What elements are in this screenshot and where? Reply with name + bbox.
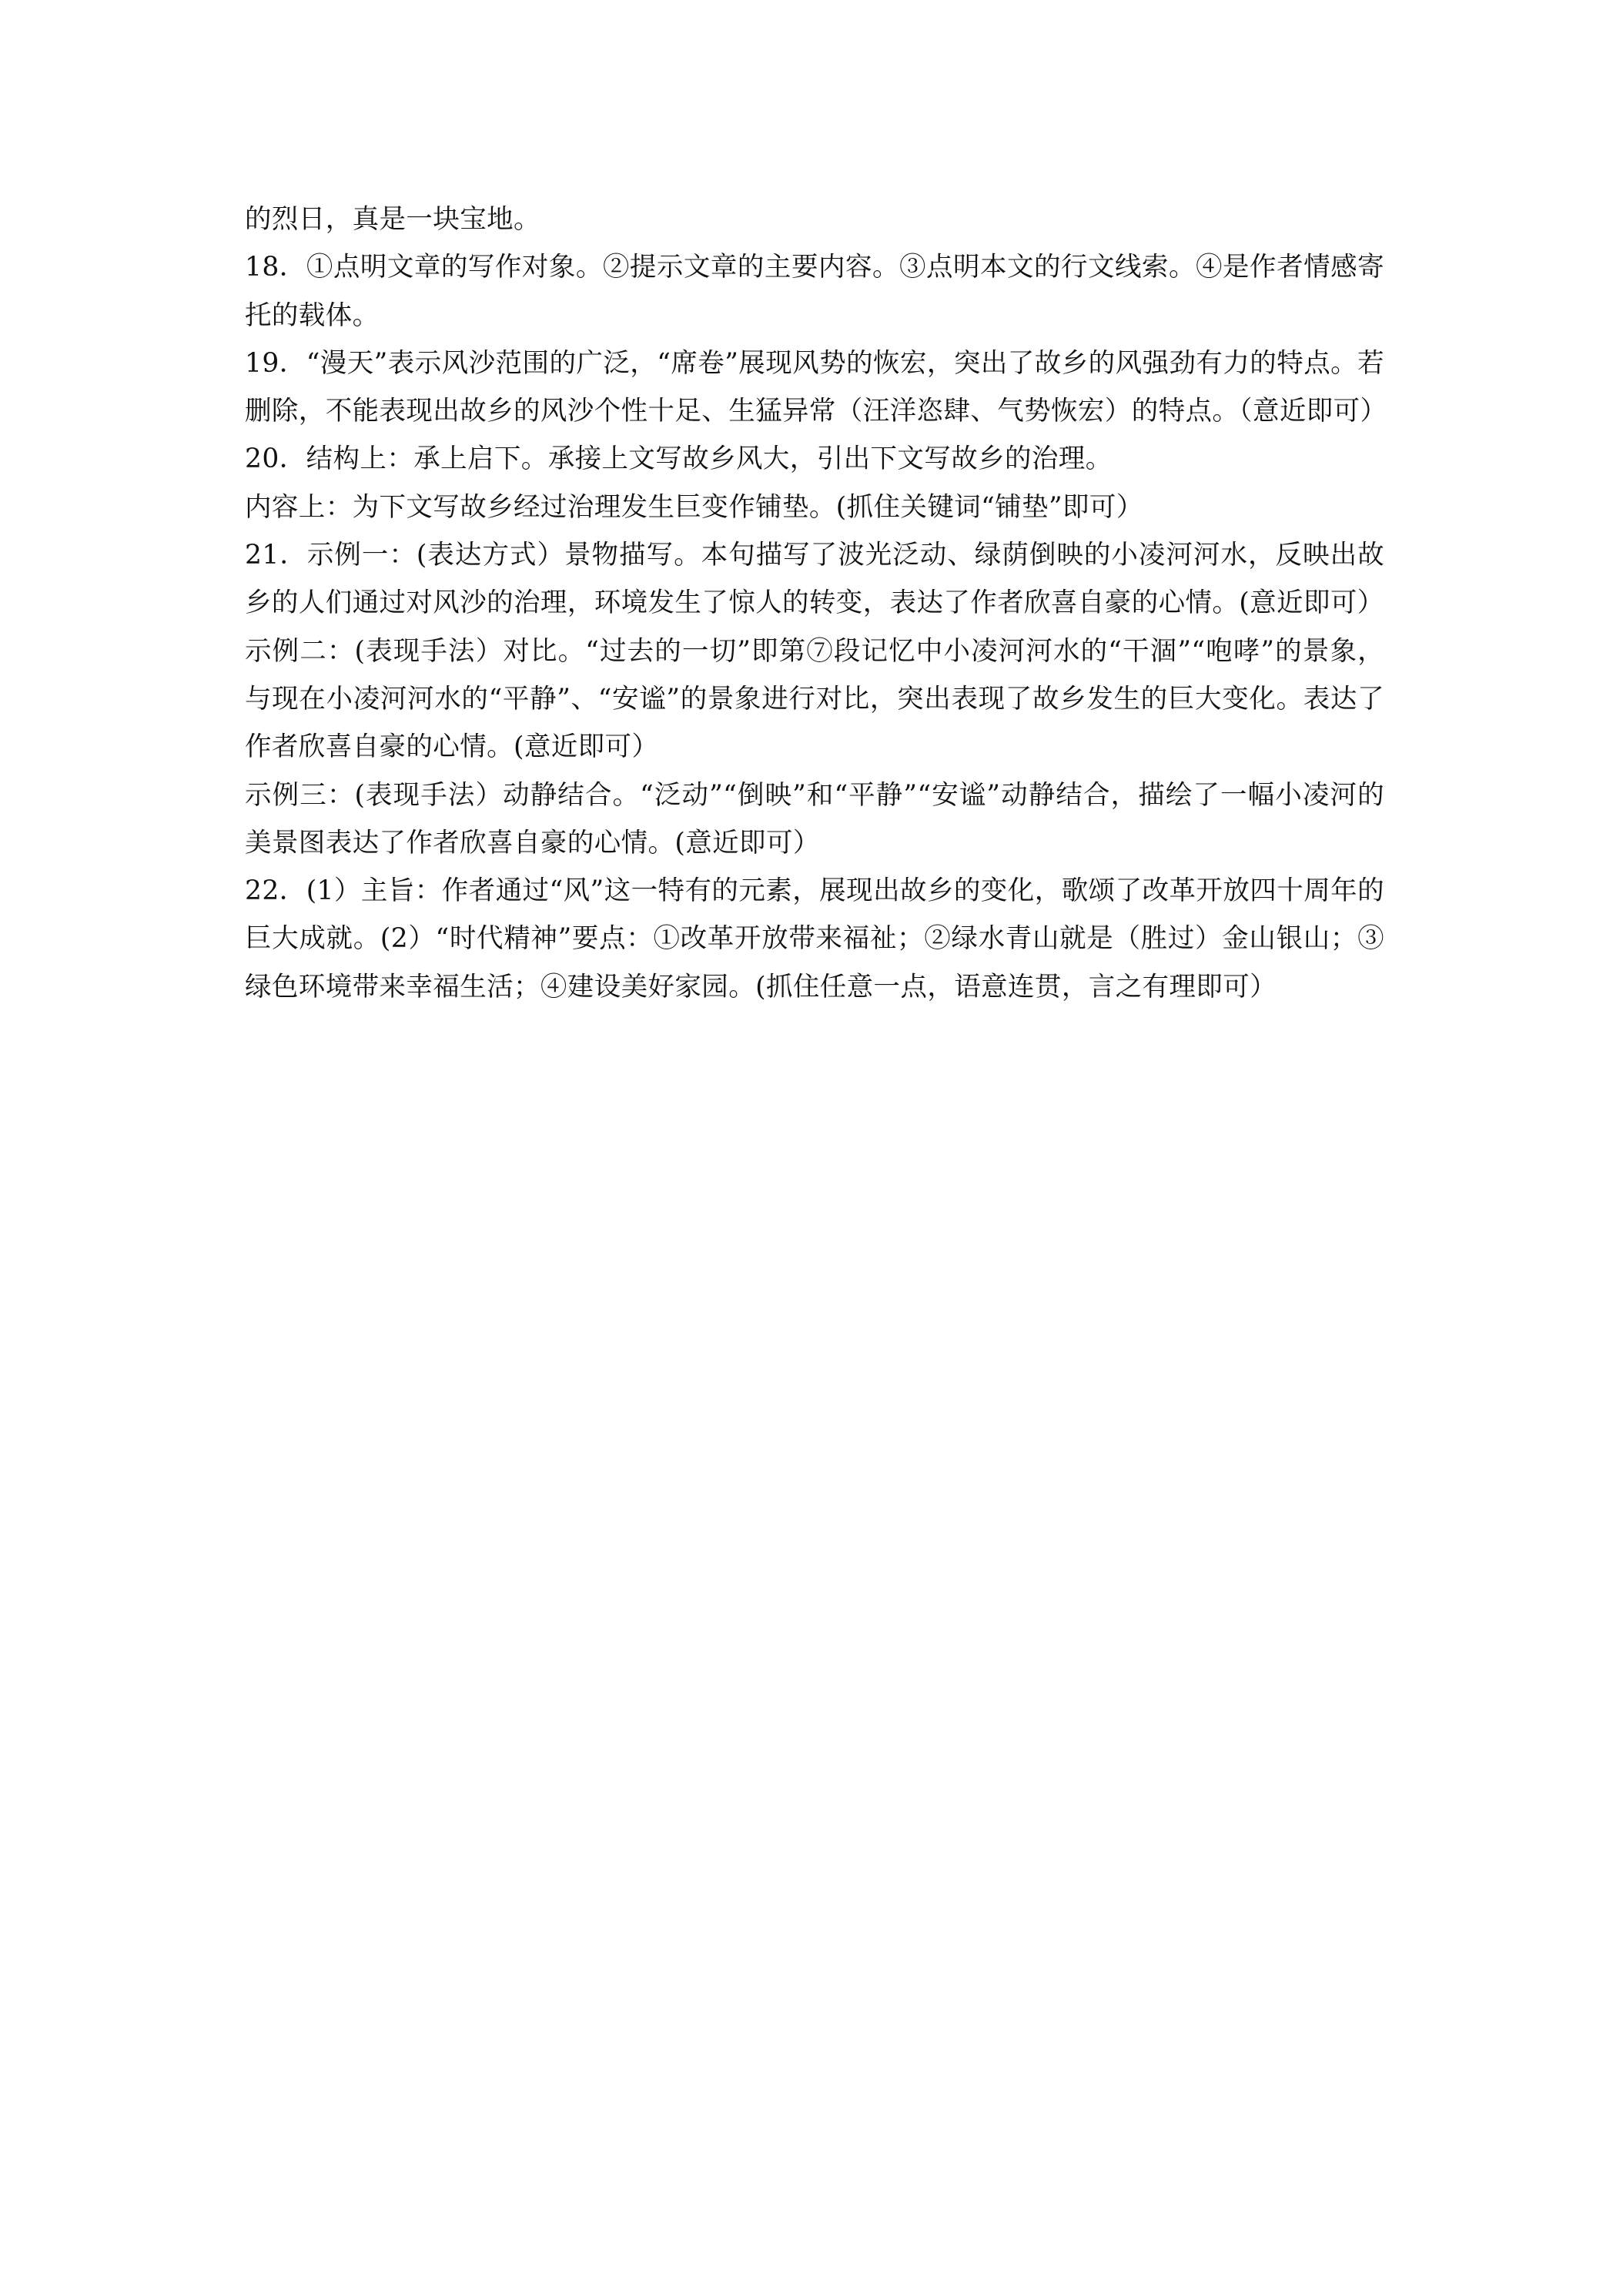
paragraph-continued-17: 的烈日，真是一块宝地。 xyxy=(245,204,540,235)
answer-text-body xyxy=(245,196,1387,1011)
answer-19: 19．“漫天”表示风沙范围的广泛，“席卷”展现风势的恢宏，突出了故乡的风强劲有力的特点。若删除，不能表现出故乡的风沙个性十足、生猛异常（汪洋恣肆、气势恢宏）的特点。（意近即可） xyxy=(245,347,1387,427)
answer-21-example-3: 示例三：(表现手法）动静结合。“泛动”“倒映”和“平静”“安谧”动静结合，描绘了一幅小凌河的美景图表达了作者欣喜自豪的心情。(意近即可） xyxy=(245,779,1384,858)
answer-22: 22．(1）主旨：作者通过“风”这一特有的元素，展现出故乡的变化，歌颂了改革开放四十周年的巨大成就。(2）“时代精神”要点：①改革开放带来福祉；②绿水青山就是（胜过）金山银山；③绿色环境带来幸福生活；④建设美好家园。(抓住任意一点，语意连贯，言之有理即可） xyxy=(245,875,1384,1002)
answer-20-content: 内容上：为下文写故乡经过治理发生巨变作铺垫。(抓住关键词“铺垫”即可） xyxy=(245,491,1143,523)
answer-18: 18．①点明文章的写作对象。②提示文章的主要内容。③点明本文的行文线索。④是作者情感寄托的载体。 xyxy=(245,252,1384,331)
answer-21-example-1: 21．示例一：(表达方式）景物描写。本句描写了波光泛动、绿荫倒映的小凌河河水，反映出故乡的人们通过对风沙的治理，环境发生了惊人的转变，表达了作者欣喜自豪的心情。(意近即可） xyxy=(245,540,1384,619)
answer-21-example-2: 示例二：(表现手法）对比。“过去的一切”即第⑦段记忆中小凌河河水的“干涸”“咆哮”的景象，与现在小凌河河水的“平静”、“安谧”的景象进行对比，突出表现了故乡发生的巨大变化。表达了作者欣喜自豪的心情。(意近即可） xyxy=(245,635,1384,763)
answer-20-structure: 20．结构上：承上启下。承接上文写故乡风大，引出下文写故乡的治理。 xyxy=(245,443,1113,475)
